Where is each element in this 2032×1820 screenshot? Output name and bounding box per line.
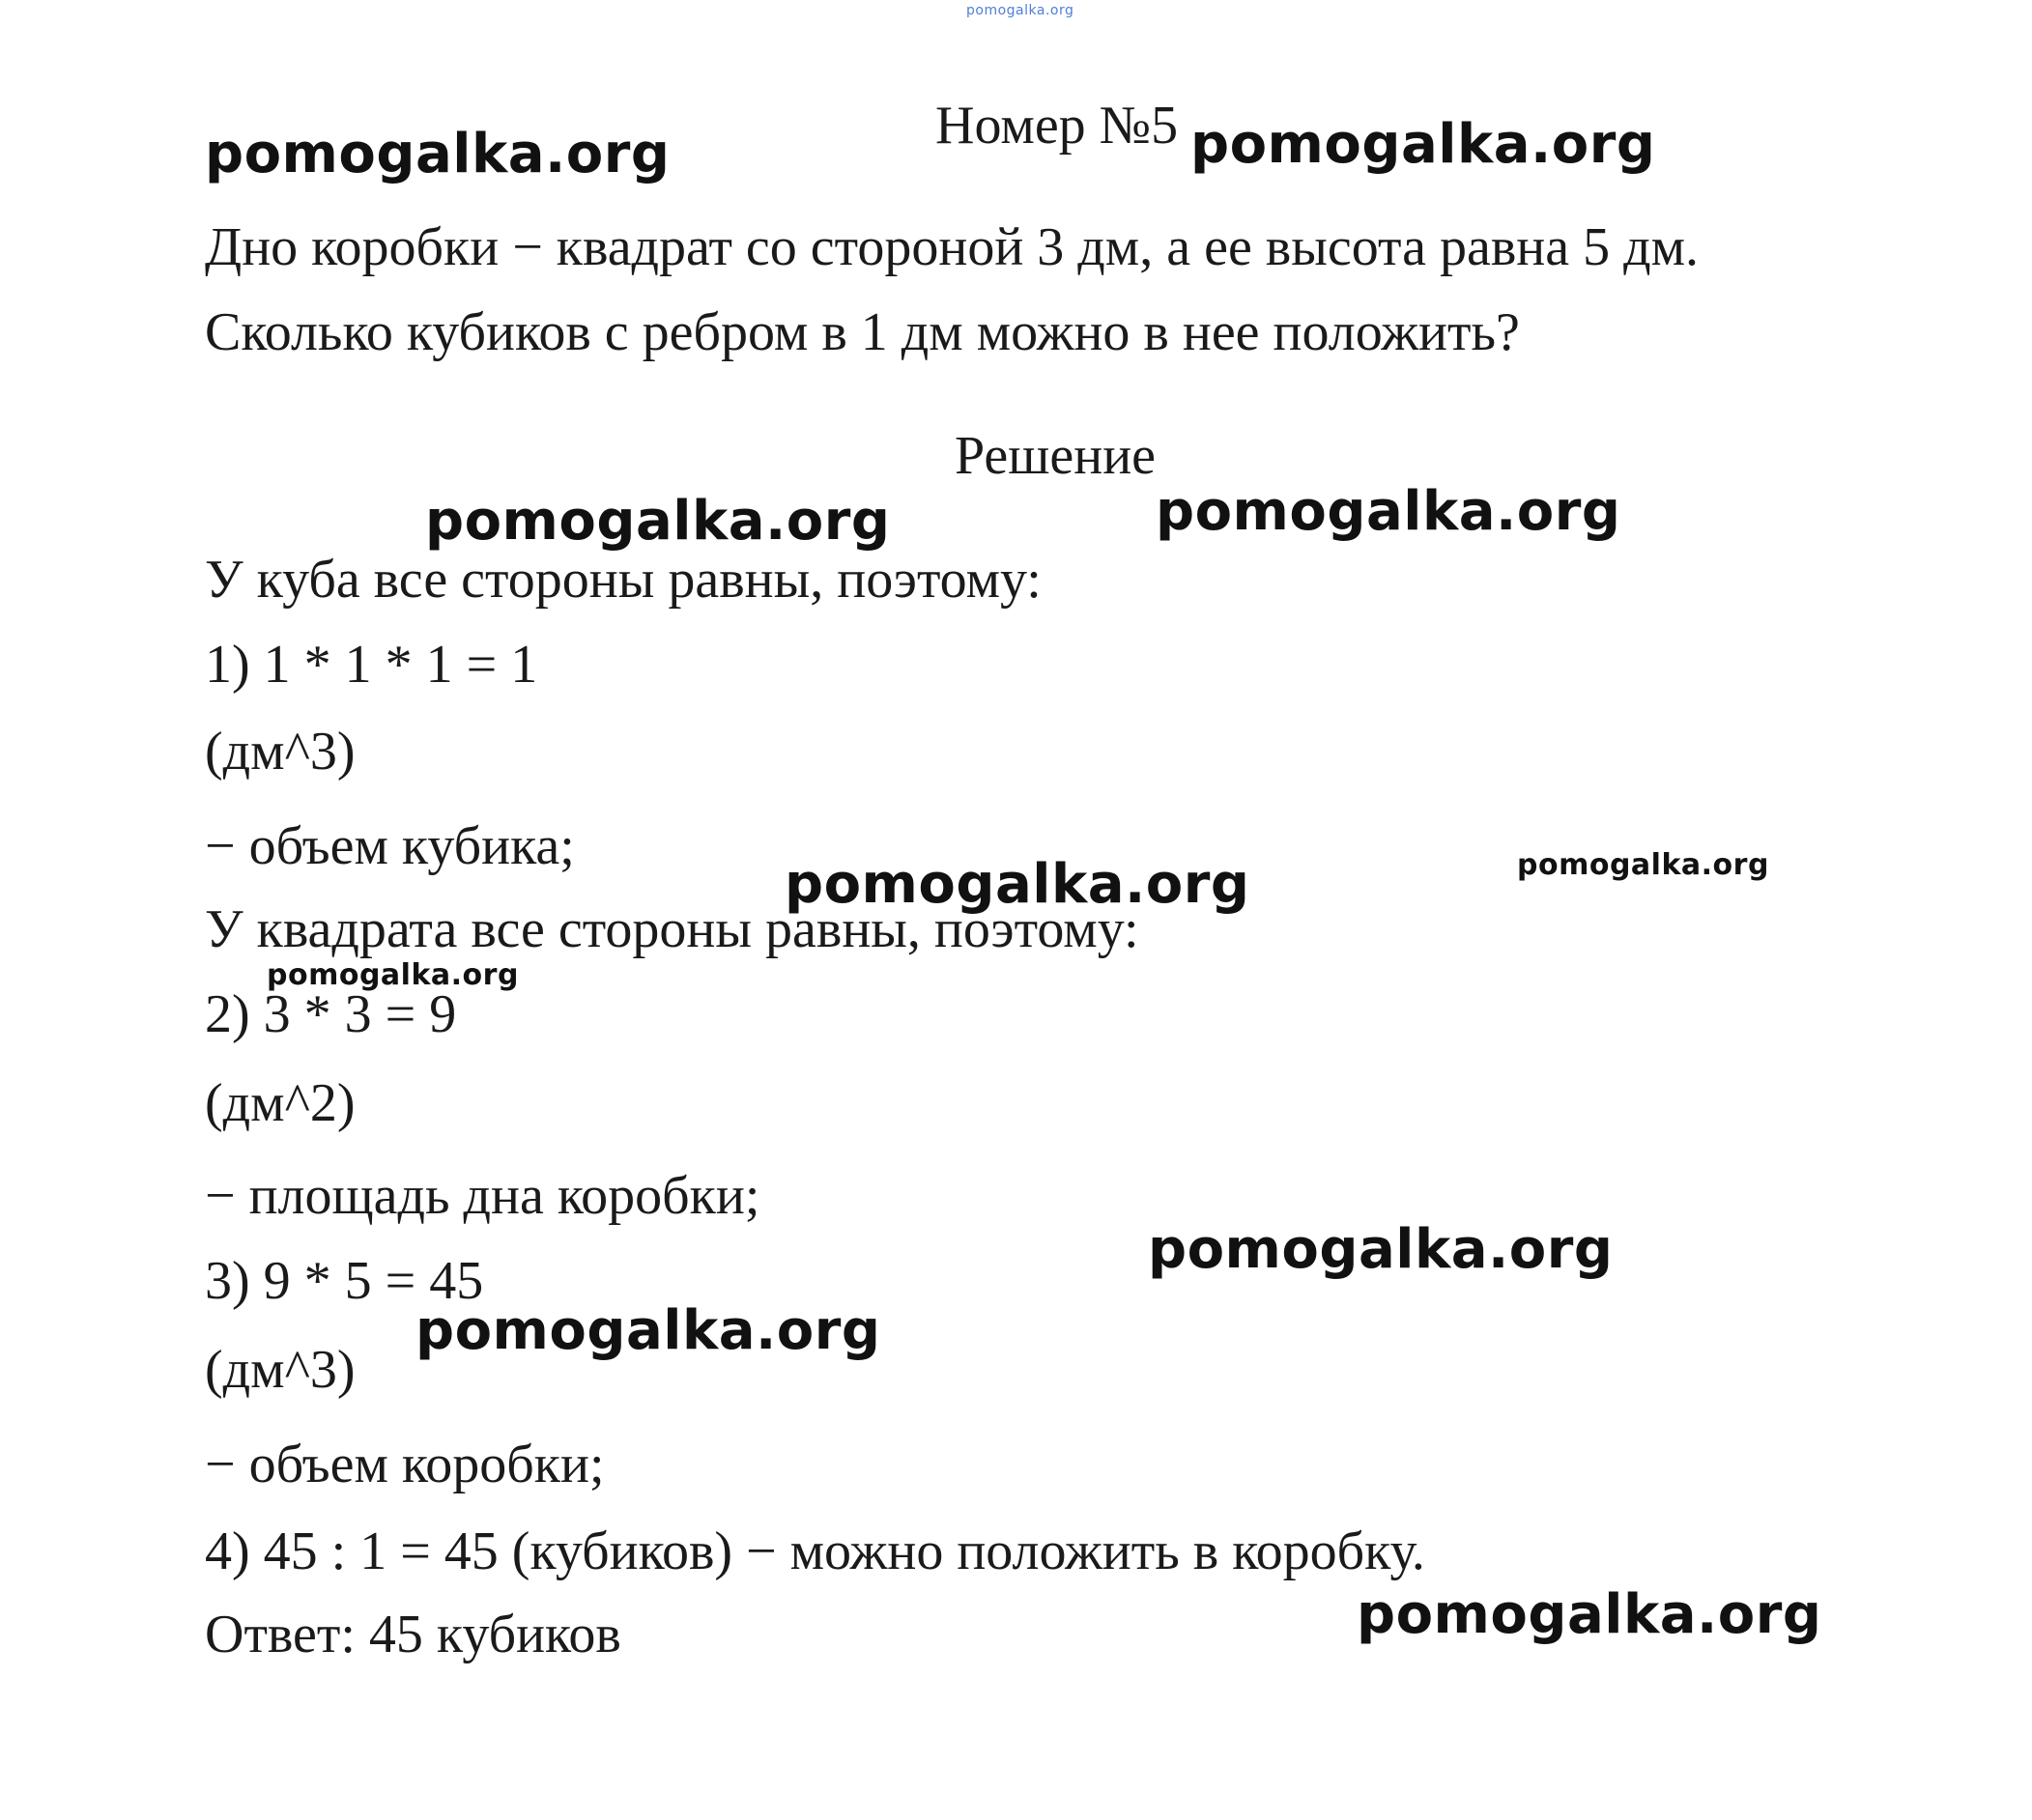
solution-line: 3) 9 * 5 = 45 [205, 1251, 484, 1311]
watermark: pomogalka.org [425, 490, 891, 553]
watermark: pomogalka.org [1517, 848, 1769, 882]
watermark: pomogalka.org [267, 958, 519, 992]
watermark: pomogalka.org [785, 853, 1250, 916]
solution-line: (дм^3) [205, 1340, 356, 1400]
solution-line: У куба все стороны равны, поэтому: [205, 550, 1042, 610]
watermark: pomogalka.org [1156, 480, 1621, 543]
watermark: pomogalka.org [205, 123, 671, 185]
solution-heading: Решение [955, 426, 1157, 486]
solution-line: У квадрата все стороны равны, поэтому: [205, 899, 1139, 959]
solution-line: 2) 3 * 3 = 9 [205, 984, 457, 1044]
watermark-top: pomogalka.org [966, 3, 1074, 18]
watermark: pomogalka.org [1357, 1583, 1822, 1646]
solution-line: 4) 45 : 1 = 45 (кубиков) − можно положить в коробку. [205, 1521, 1425, 1581]
watermark: pomogalka.org [1148, 1218, 1614, 1281]
solution-line: − объем кубика; [205, 816, 575, 876]
solution-line: − площадь дна коробки; [205, 1166, 760, 1226]
solution-line: (дм^2) [205, 1073, 356, 1133]
solution-line: (дм^3) [205, 722, 356, 782]
problem-line-1: Дно коробки − квадрат со стороной 3 дм, а ее высота равна 5 дм. [205, 217, 1700, 277]
answer-line: Ответ: 45 кубиков [205, 1605, 621, 1664]
problem-line-2: Сколько кубиков с ребром в 1 дм можно в нее положить? [205, 302, 1520, 362]
watermark: pomogalka.org [415, 1299, 881, 1362]
page-title: Номер №5 [935, 96, 1179, 156]
solution-line: − объем коробки; [205, 1435, 605, 1494]
watermark: pomogalka.org [1190, 113, 1656, 176]
solution-line: 1) 1 * 1 * 1 = 1 [205, 635, 538, 695]
